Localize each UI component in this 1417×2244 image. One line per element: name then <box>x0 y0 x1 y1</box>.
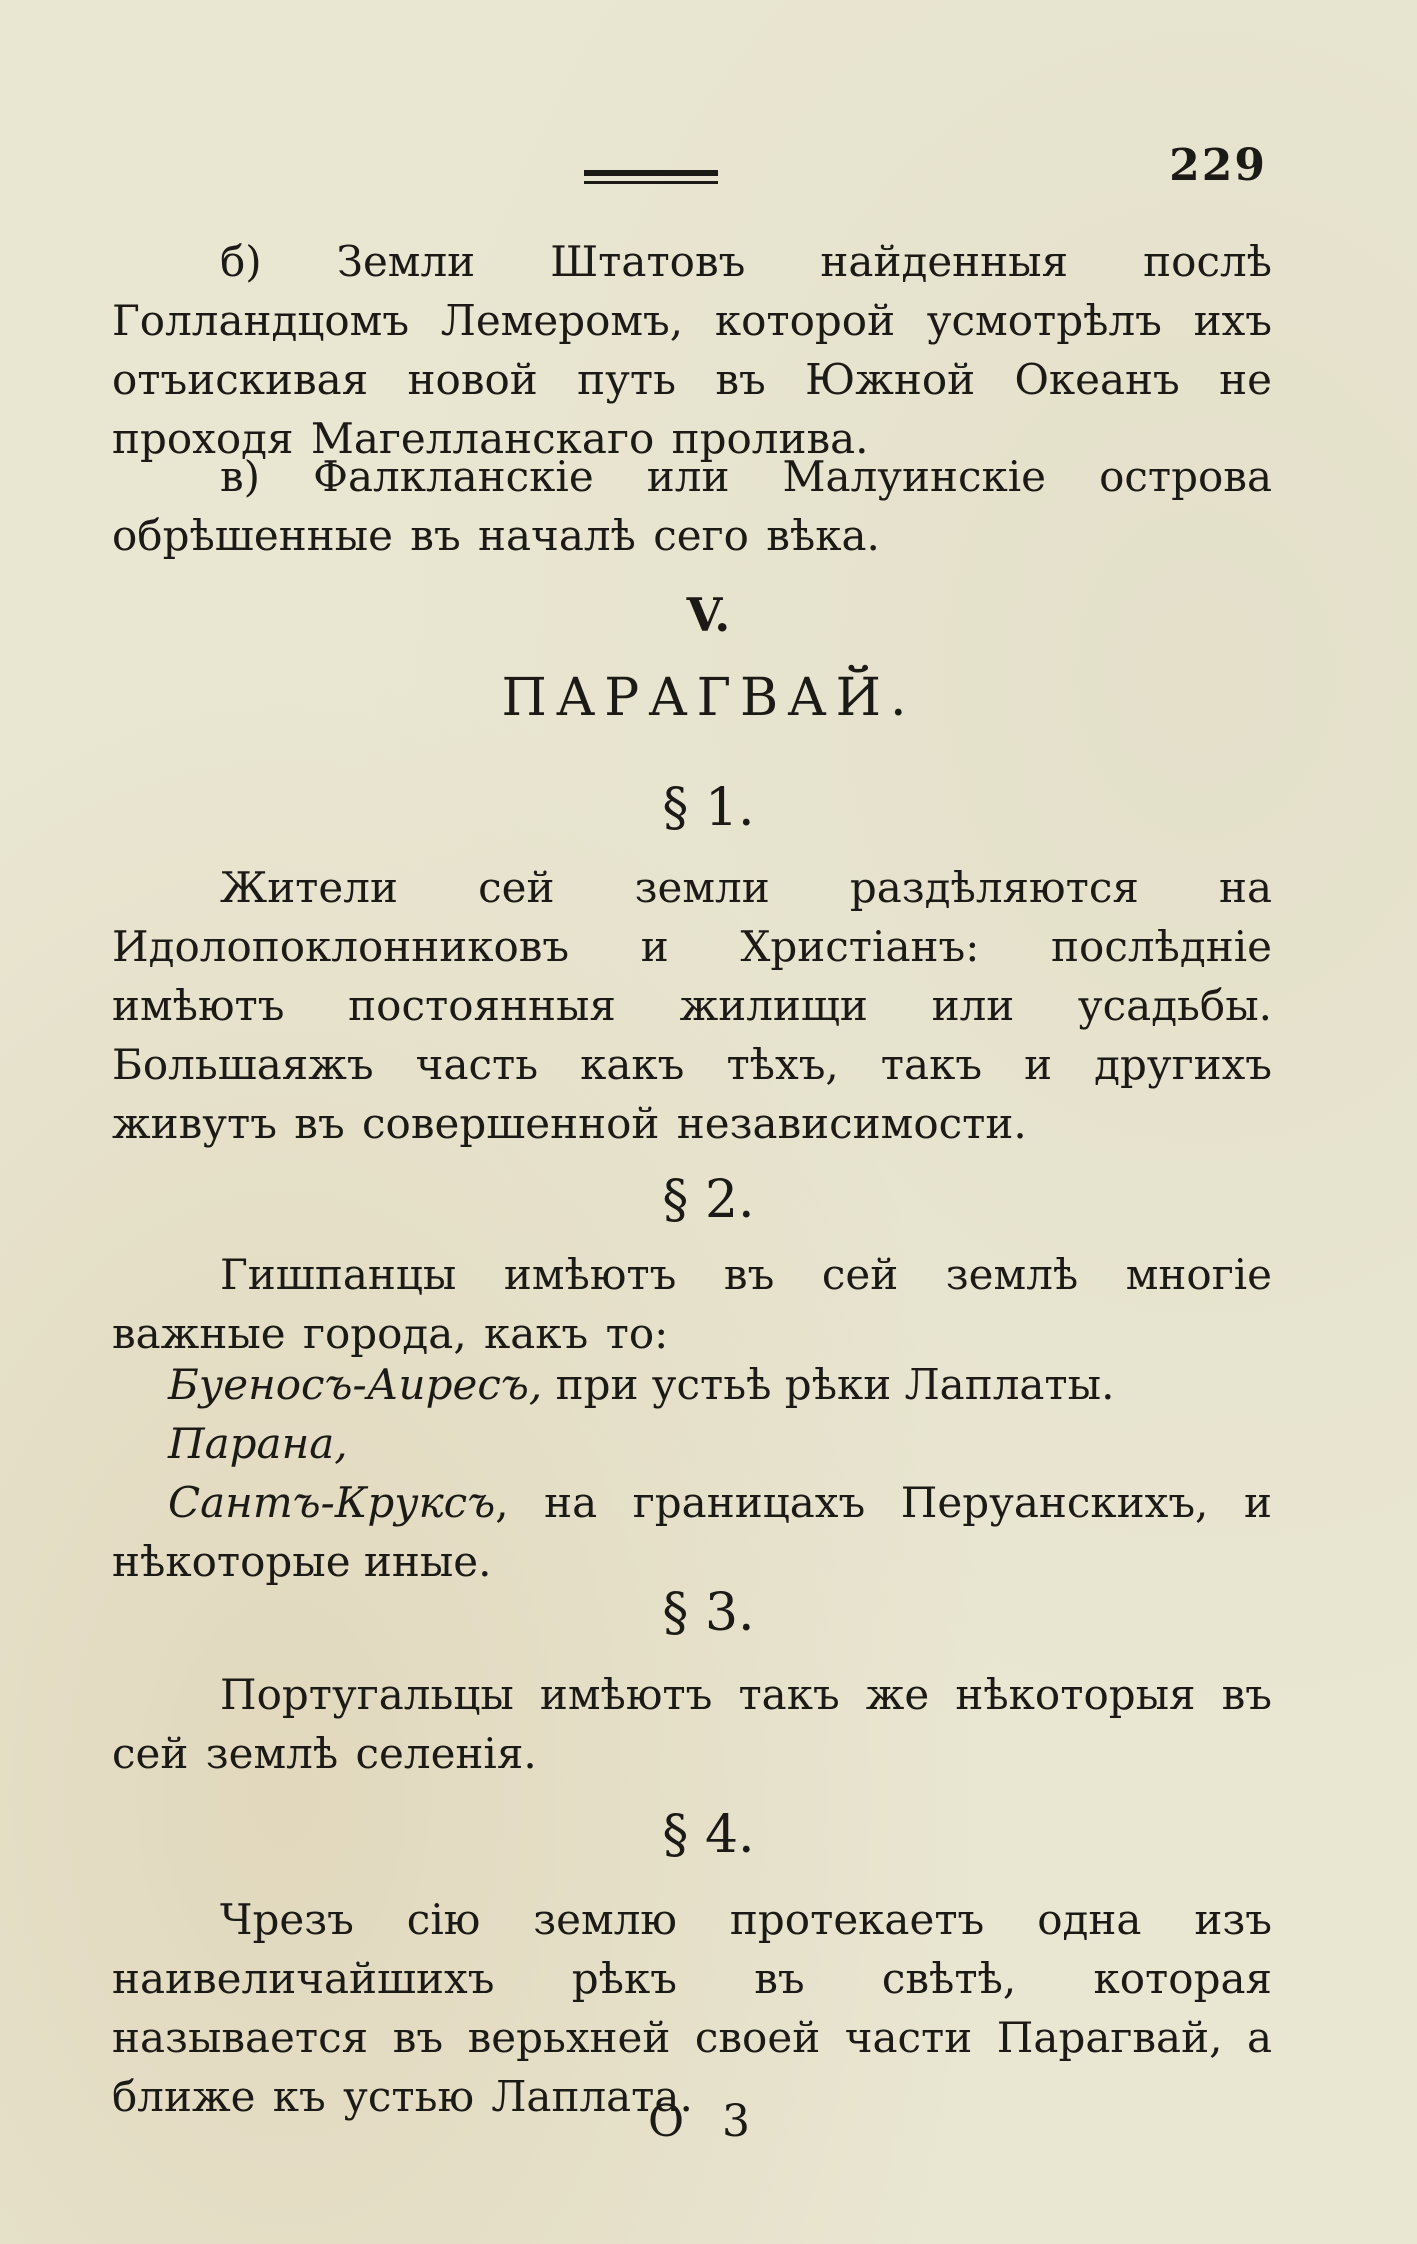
city-note: , на границахъ Перуанскихъ, и нѣкоторые иные. <box>112 1478 1272 1586</box>
section-mark-3: § 3. <box>662 1583 755 1643</box>
section-mark-2: § 2. <box>662 1170 755 1230</box>
city-note: при устьѣ рѣки Лаплаты. <box>542 1360 1115 1409</box>
section-3-paragraph <box>112 1665 1272 1783</box>
city-line-2 <box>168 1414 1272 1473</box>
section-title: ПАРАГВАЙ. <box>501 668 916 728</box>
section-4-text: Чрезъ сію землю протекаетъ одна изъ наивеличайшихъ рѣкъ въ свѣтѣ, которая называется въ верьхней своей части Парагвай, а ближе къ устью Лаплата. <box>112 1895 1272 2121</box>
section-number: V. <box>686 588 731 642</box>
paragraph-b <box>112 232 1272 468</box>
section-mark-1: § 1. <box>662 778 755 838</box>
city-line-1 <box>168 1355 1272 1414</box>
paragraph-b-text: б) Земли Штатовъ найденныя послѣ Голландцомъ Лемеромъ, которой усмотрѣлъ ихъ отъискивая новой путь въ Южной Океанъ не проходя Магелланскаго пролива. <box>112 237 1272 463</box>
section-4-paragraph <box>112 1890 1272 2126</box>
city-name: Парана, <box>168 1419 348 1468</box>
section-1-paragraph <box>112 858 1272 1153</box>
paragraph-v-text: в) Фалкланскіе или Малуинскіе острова обрѣшенные въ началѣ сего вѣка. <box>112 452 1272 560</box>
city-name: Сантъ-Круксъ <box>168 1478 496 1527</box>
section-1-text: Жители сей земли раздѣляются на Идолопоклонниковъ и Христіанъ: послѣдніе имѣютъ постоянныя жилищи или усадьбы. Большаяжъ часть какъ тѣхъ, такъ и другихъ живутъ въ совершенной независимости. <box>112 863 1272 1148</box>
city-line-3 <box>112 1473 1272 1591</box>
city-name: Буеносъ-Аиресъ, <box>168 1360 543 1409</box>
section-3-text: Португальцы имѣютъ такъ же нѣкоторыя въ сей землѣ селенія. <box>112 1670 1272 1778</box>
section-mark-4: § 4. <box>662 1805 755 1865</box>
section-2-text: Гишпанцы имѣютъ въ сей землѣ многіе важные города, какъ то: <box>112 1250 1272 1358</box>
page-number: 229 <box>1169 140 1267 191</box>
header-rule <box>584 170 718 184</box>
section-2-paragraph <box>112 1245 1272 1363</box>
signature-mark: О 3 <box>648 2096 763 2147</box>
paragraph-v <box>112 447 1272 565</box>
